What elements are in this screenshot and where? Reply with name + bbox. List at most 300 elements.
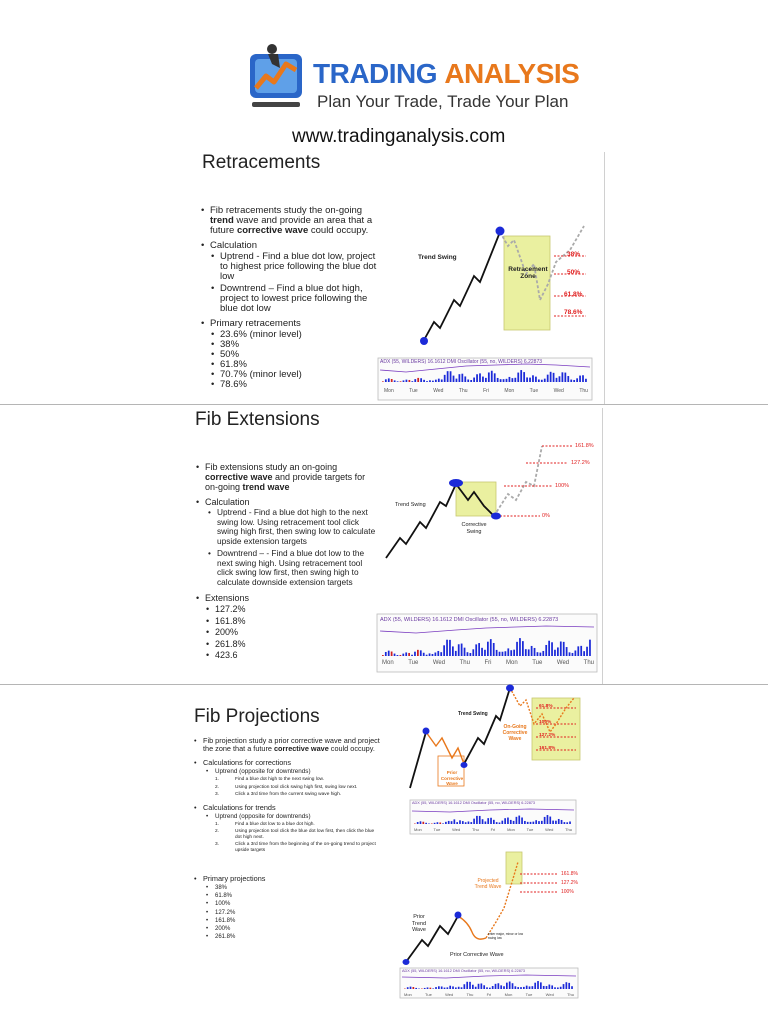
histogram-bar (466, 982, 468, 989)
trend-swing-label: Trend Swing (418, 254, 457, 261)
histogram-bar (391, 652, 393, 656)
histogram-bar (464, 376, 466, 382)
day-label: Mon (384, 388, 394, 394)
projections-bullets (203, 737, 381, 941)
histogram-bar (494, 373, 496, 382)
histogram-bar (515, 986, 517, 989)
day-label: Tue (425, 992, 432, 997)
fib-1618-label: 161.8% (561, 871, 578, 877)
list-item: • Uptrend (opposite for downtrends) 1. Find a blue dot low to a blue dot high. 2. Using projection tool click the blue dot low first, then click the blue dot high next. 3. Click a 3rd time from the beginning of the on-going trend to project upside targets (215, 813, 381, 854)
day-label: Wed (545, 827, 554, 832)
histogram-bar (452, 646, 454, 656)
step-item (215, 777, 381, 783)
fib-1618-label: 161.8% (539, 746, 556, 751)
day-label: Tue (525, 992, 533, 997)
histogram-bar (382, 381, 384, 382)
histogram-bar (556, 378, 558, 382)
histogram-bar (423, 380, 425, 382)
histogram-bar (513, 821, 515, 824)
histogram-bar (566, 647, 568, 656)
histogram-bar (458, 987, 460, 989)
histogram-bar (455, 651, 457, 656)
histogram-bar (402, 654, 404, 656)
histogram-bar (420, 650, 422, 656)
histogram-bar (385, 379, 387, 382)
histogram-bar (582, 375, 584, 382)
histogram-bar (561, 820, 563, 824)
histogram-bar (435, 653, 437, 656)
histogram-bar (512, 983, 514, 989)
histogram-bar (551, 642, 553, 656)
histogram-bar (575, 650, 577, 656)
histogram-bar (482, 819, 484, 824)
histogram-bar (406, 380, 408, 382)
histogram-bar (563, 984, 565, 989)
day-label: Thu (458, 388, 468, 394)
histogram-bar (526, 986, 528, 989)
histogram-bar (448, 821, 450, 824)
histogram-bar (443, 645, 445, 656)
histogram-bar (420, 378, 422, 382)
histogram-bar (414, 652, 416, 656)
histogram-bar (423, 653, 425, 656)
day-label: Mon (506, 660, 518, 666)
histogram-bar (522, 641, 524, 656)
histogram-bar (453, 376, 455, 382)
histogram-bar (493, 820, 495, 824)
histogram-bar (411, 381, 413, 382)
day-label: Thu (579, 388, 588, 394)
histogram-bar (523, 372, 525, 382)
indicator-label: ADX (55, WILDERS) 16.1612 DMI Oscillator (55, no, WILDERS) 6.22873 (402, 969, 526, 973)
list-item: • 127.2% (215, 604, 377, 616)
histogram-bar (549, 817, 551, 824)
step-text: Find a blue dot low to a blue dot high. (235, 821, 315, 827)
histogram-bar (470, 822, 472, 824)
step-number: 2. (215, 829, 220, 834)
histogram-bar (437, 822, 439, 824)
histogram-bar (439, 822, 441, 824)
fib-1618-label: 161.8% (575, 443, 594, 449)
histogram-bar (391, 379, 393, 382)
extension-chart (376, 434, 600, 678)
histogram-bar (425, 823, 427, 824)
histogram-bar (441, 986, 443, 989)
histogram-bar (424, 988, 426, 989)
list-item: • 161.8% (215, 616, 377, 628)
histogram-bar (501, 821, 503, 824)
fib-100-label: 100% (539, 720, 552, 725)
histogram-bar (576, 378, 578, 382)
histogram-bar (540, 982, 542, 989)
histogram-bar (414, 379, 416, 382)
histogram-bar (435, 380, 437, 382)
histogram-bar (532, 986, 534, 989)
list-item: • Uptrend - Find a blue dot high to the next swing low. Using retracement tool click swing high first, then swing low to calculate upside extension targets (217, 508, 377, 546)
histogram-bar (410, 987, 412, 989)
histogram-bar (497, 378, 499, 382)
day-label: Wed (433, 388, 444, 394)
histogram-bar (429, 380, 431, 382)
histogram-bar (400, 381, 402, 382)
histogram-bar (459, 820, 461, 824)
histogram-bar (552, 821, 554, 824)
histogram-bar (462, 821, 464, 824)
histogram-bar (507, 648, 509, 656)
histogram-bar (505, 651, 507, 656)
histogram-bar (500, 379, 502, 382)
histogram-bar (499, 652, 501, 656)
histogram-bar (429, 653, 431, 656)
day-label: Tue (408, 660, 419, 666)
day-label: Thu (466, 992, 474, 997)
histogram-bar (438, 986, 440, 989)
histogram-bar (489, 988, 491, 989)
histogram-bar (532, 375, 534, 382)
histogram-bar (589, 640, 591, 656)
list-item: • 261.8% (215, 933, 381, 941)
prior-corrective-label: Prior Corrective Wave (440, 770, 464, 786)
list-item: • 23.6% (minor level) (220, 330, 382, 340)
histogram-bar (517, 373, 519, 382)
histogram-bar (570, 380, 572, 382)
histogram-bar (502, 652, 504, 656)
fib-618-label: 61.8% (564, 291, 583, 298)
histogram-bar (490, 818, 492, 824)
day-axis (404, 992, 574, 997)
histogram-bar (481, 983, 483, 989)
histogram-bar (572, 653, 574, 656)
list-item: • 200% (215, 925, 381, 933)
day-label: Wed (556, 660, 570, 666)
histogram-bar (563, 642, 565, 656)
histogram-bar (417, 822, 419, 824)
histogram-bar (557, 987, 559, 989)
histogram-bar (560, 641, 562, 656)
day-axis (414, 827, 572, 832)
histogram-bar (483, 985, 485, 989)
histogram-bar (464, 648, 466, 656)
histogram-bar (432, 381, 434, 382)
histogram-bar (478, 643, 480, 656)
list-item: • Downtrend – Find a blue dot high, project to lowest price following the blue dot low (220, 284, 382, 314)
trading-analysis-logo-icon (246, 40, 310, 116)
histogram-bar (513, 650, 515, 656)
slide-edge (602, 408, 603, 684)
histogram-bar (521, 817, 523, 824)
histogram-bar (484, 650, 486, 656)
histogram-bar (449, 986, 451, 989)
brand-title (313, 58, 579, 90)
histogram-bar (415, 988, 417, 989)
retracement-zone-label: Retracement Zone (508, 266, 548, 280)
histogram-bar (446, 640, 448, 656)
list-item: • Extensions • 127.2% • 161.8% • 200% • 261.8% • 423.6 (205, 593, 377, 662)
histogram-bar (403, 380, 405, 382)
histogram-bar (476, 374, 478, 382)
histogram-bar (535, 820, 537, 824)
histogram-bar (554, 987, 556, 989)
extensions-title: Fib Extensions (195, 409, 320, 430)
histogram-bar (540, 653, 542, 656)
histogram-bar (490, 639, 492, 656)
histogram-bar (551, 985, 553, 989)
list-item: • Calculations for corrections • Uptrend (opposite for downtrends) 1. Find a blue dot high to the next swing low. 2. Using projection tool click swing high first, swing low next. 3. Click a 3rd time from the current swing wave high. (203, 759, 381, 798)
histogram-bar (430, 988, 432, 989)
step-item (215, 792, 381, 798)
histogram-bar (525, 649, 527, 656)
histogram-bar (388, 378, 390, 382)
day-label: Tue (526, 827, 534, 832)
histogram-bar (491, 371, 493, 382)
fib-100-label: 100% (555, 483, 570, 489)
histogram-bar (538, 821, 540, 824)
list-item: • 127.2% (215, 909, 381, 917)
histogram-bar (465, 822, 467, 824)
histogram-bar (464, 984, 466, 989)
histogram-bar (470, 653, 472, 656)
histogram-bar (524, 821, 526, 824)
histogram-bar (458, 644, 460, 656)
histogram-bar (511, 378, 513, 382)
histogram-bar (558, 819, 560, 824)
histogram-bar (475, 987, 477, 989)
day-label: Wed (545, 992, 554, 997)
histogram-bar (523, 987, 525, 989)
histogram-bar (503, 986, 505, 989)
histogram-bar (559, 376, 561, 382)
histogram-bar (397, 381, 399, 382)
indicator-label: ADX (55, WILDERS) 16.1612 DMI Oscillator (55, no, WILDERS) 6.22873 (380, 617, 559, 623)
list-item: • Downtrend – - Find a blue dot low to the next swing high. Using retracement tool click swing low first, then swing high to calculate downside extension targets (217, 549, 377, 587)
histogram-bar (450, 371, 452, 382)
histogram-bar (566, 982, 568, 989)
list-item: • Fib retracements study the on-going trend wave and provide an area that a future corrective wave could occupy. (210, 206, 382, 236)
list-item: • 423.6 (215, 650, 377, 662)
step-item (215, 829, 381, 840)
projection-chart-trend (396, 848, 592, 1002)
step-number: 2. (215, 784, 220, 790)
fib-50-label: 50% (567, 269, 581, 276)
histogram-bar (472, 649, 474, 656)
histogram-bar (485, 378, 487, 382)
histogram-bar (488, 372, 490, 382)
step-number: 3. (215, 842, 220, 847)
list-item: • Calculations for trends • Uptrend (opposite for downtrends) 1. Find a blue dot low to a blue dot high. 2. Using projection tool click the blue dot low first, then click the blue dot high next. 3. Click a 3rd time from the beginning of the on-going trend to project upside targets (203, 804, 381, 854)
list-item: • Primary projections • 38% • 61.8% • 100% • 127.2% • 161.8% • 200% • 261.8% (203, 875, 381, 941)
list-item: • 200% (215, 627, 377, 639)
histogram-bar (537, 652, 539, 656)
histogram-bar (530, 822, 532, 824)
histogram-bar (407, 987, 409, 989)
list-item: • Fib extensions study an on-going corrective wave and provide targets for on-going trend wave (205, 462, 377, 492)
histogram-bar (408, 380, 410, 382)
day-axis (382, 660, 594, 666)
histogram-bar (579, 376, 581, 382)
histogram-bar (442, 823, 444, 824)
ongoing-corrective-label: On-Going Corrective Wave (502, 724, 528, 742)
histogram-bar (473, 819, 475, 824)
histogram-bar (531, 646, 533, 656)
step-number: 1. (215, 821, 220, 827)
histogram-bar (405, 652, 407, 656)
histogram-bar (553, 373, 555, 382)
histogram-bar (411, 655, 413, 656)
histogram-bar (486, 987, 488, 989)
histogram-bar (585, 379, 587, 382)
retracements-title: Retracements (202, 152, 321, 173)
histogram-bar (432, 654, 434, 656)
retracement-chart (376, 220, 598, 402)
day-label: Fri (490, 827, 496, 832)
step-text: Find a blue dot high to the next swing low. (235, 777, 325, 782)
corrective-swing-label: Corrective Swing (461, 522, 487, 535)
list-item: • Uptrend - Find a blue dot low, project to highest price following the blue dot low (220, 252, 382, 282)
histogram-bar (438, 379, 440, 382)
fib-0-label: 0% (542, 513, 550, 519)
histogram-bar (499, 823, 501, 824)
histogram-bar (385, 652, 387, 656)
slide-divider (0, 404, 768, 405)
histogram-bar (520, 370, 522, 382)
histogram-bar (549, 985, 551, 989)
histogram-bar (504, 818, 506, 824)
day-label: Mon (504, 388, 515, 394)
histogram-bar (533, 822, 535, 824)
histogram-bar (564, 822, 566, 824)
list-item: • Fib projection study a prior corrective wave and project the zone that a future corrective wave could occupy. (203, 737, 381, 753)
histogram-bar (468, 821, 470, 824)
list-item: • 78.6% (220, 380, 382, 390)
histogram-bar (426, 381, 428, 382)
histogram-bar (467, 379, 469, 382)
day-label: Wed (432, 660, 446, 666)
histogram-bar (447, 371, 449, 382)
day-label: Thu (567, 992, 574, 997)
histogram-bar (437, 651, 439, 656)
histogram-bar (455, 987, 457, 989)
histogram-bar (487, 642, 489, 656)
histogram-bar (482, 377, 484, 382)
brand-right-text: ANALYSIS (444, 58, 580, 89)
histogram-bar (516, 817, 518, 824)
histogram-bar (479, 816, 481, 824)
list-item: • Primary retracements • 23.6% (minor level) • 38% • 50% • 61.8% • 70.7% (minor level) • 78.6% (210, 319, 382, 390)
histogram-bar (470, 380, 472, 382)
histogram-bar (509, 981, 511, 989)
histogram-bar (517, 987, 519, 989)
histogram-bar (492, 986, 494, 989)
fib-618-label: 61.8% (539, 704, 553, 709)
list-item: • 38% (220, 340, 382, 350)
day-label: Mon (504, 992, 513, 997)
prior-corrective-label: Prior Corrective Wave (450, 952, 504, 958)
histogram-bar (538, 379, 540, 382)
histogram-bar (382, 655, 384, 656)
step-text: Using projection tool click swing high first, swing low next. (235, 784, 358, 790)
histogram-bar (397, 655, 399, 656)
day-label: Thu (565, 827, 572, 832)
list-item: • 50% (220, 350, 382, 360)
histogram-bar (440, 652, 442, 656)
histogram-bar (400, 655, 402, 656)
day-label: Fri (484, 660, 492, 666)
fib-1272-label: 127.2% (539, 733, 556, 738)
histogram-bar (506, 983, 508, 989)
day-label: Wed (452, 827, 461, 832)
histogram-bar (503, 379, 505, 382)
brand-left-text: TRADING (313, 58, 438, 89)
histogram-bar (456, 379, 458, 382)
brand-tagline: Plan Your Trade, Trade Your Plan (317, 92, 569, 111)
step-item (215, 785, 381, 791)
histogram-bar (534, 983, 536, 989)
histogram-bar (506, 379, 508, 382)
day-label: Tue (433, 827, 441, 832)
histogram-bar (557, 647, 559, 656)
list-item: • Calculation • Uptrend - Find a blue dot high to the next swing low. Using retracement tool click swing high first, then swing low to calculate upside extension targets • Downtrend – - Find a blue dot low to the next swing high. Using retracement tool click swing low first, then swing high to calculate downside extension targets (205, 497, 377, 587)
histogram-bar (509, 377, 511, 382)
histogram-bar (469, 982, 471, 989)
histogram-bar (529, 378, 531, 382)
histogram-bar (427, 987, 429, 989)
histogram-bar (545, 645, 547, 656)
list-item: • 61.8% (220, 360, 382, 370)
histogram-bar (534, 648, 536, 656)
histogram-bar (527, 822, 529, 824)
trend-swing-label: Trend Swing (395, 502, 426, 508)
trend-swing-label: Trend Swing (458, 711, 488, 717)
histogram-bar (496, 650, 498, 656)
histogram-bar (577, 646, 579, 656)
histogram-bar (526, 377, 528, 382)
histogram-bar (569, 652, 571, 656)
histogram-bar (475, 644, 477, 656)
day-label: Tue (532, 660, 543, 666)
histogram-bar (481, 648, 483, 656)
histogram-bar (583, 651, 585, 656)
histogram-bar (394, 654, 396, 656)
histogram-bar (472, 985, 474, 989)
histogram-bar (461, 374, 463, 382)
histogram-bar (571, 986, 573, 989)
histogram-bar (520, 987, 522, 989)
list-item: • 61.8% (215, 892, 381, 900)
histogram-bar (519, 638, 521, 656)
histogram-bar (461, 987, 463, 989)
site-url[interactable]: www.tradinganalysis.com (292, 126, 506, 147)
histogram-bar (467, 652, 469, 656)
list-item: • Uptrend (opposite for downtrends) 1. Find a blue dot high to the next swing low. 2. Using projection tool click swing high first, swing low next. 3. Click a 3rd time from the current swing wave high. (215, 768, 381, 798)
histogram-bar (417, 378, 419, 382)
day-label: Fri (483, 388, 489, 394)
histogram-bar (566, 822, 568, 824)
histogram-bar (479, 373, 481, 382)
histogram-bar (544, 379, 546, 382)
histogram-bar (435, 987, 437, 989)
step-item (215, 822, 381, 828)
list-item: • 161.8% (215, 917, 381, 925)
histogram-bar (498, 983, 500, 989)
histogram-bar (456, 822, 458, 824)
histogram-bar (544, 817, 546, 824)
histogram-bar (573, 380, 575, 382)
histogram-bar (408, 653, 410, 656)
histogram-bar (510, 820, 512, 824)
histogram-bar (535, 377, 537, 382)
step-number: 3. (215, 792, 220, 797)
histogram-bar (507, 818, 509, 824)
